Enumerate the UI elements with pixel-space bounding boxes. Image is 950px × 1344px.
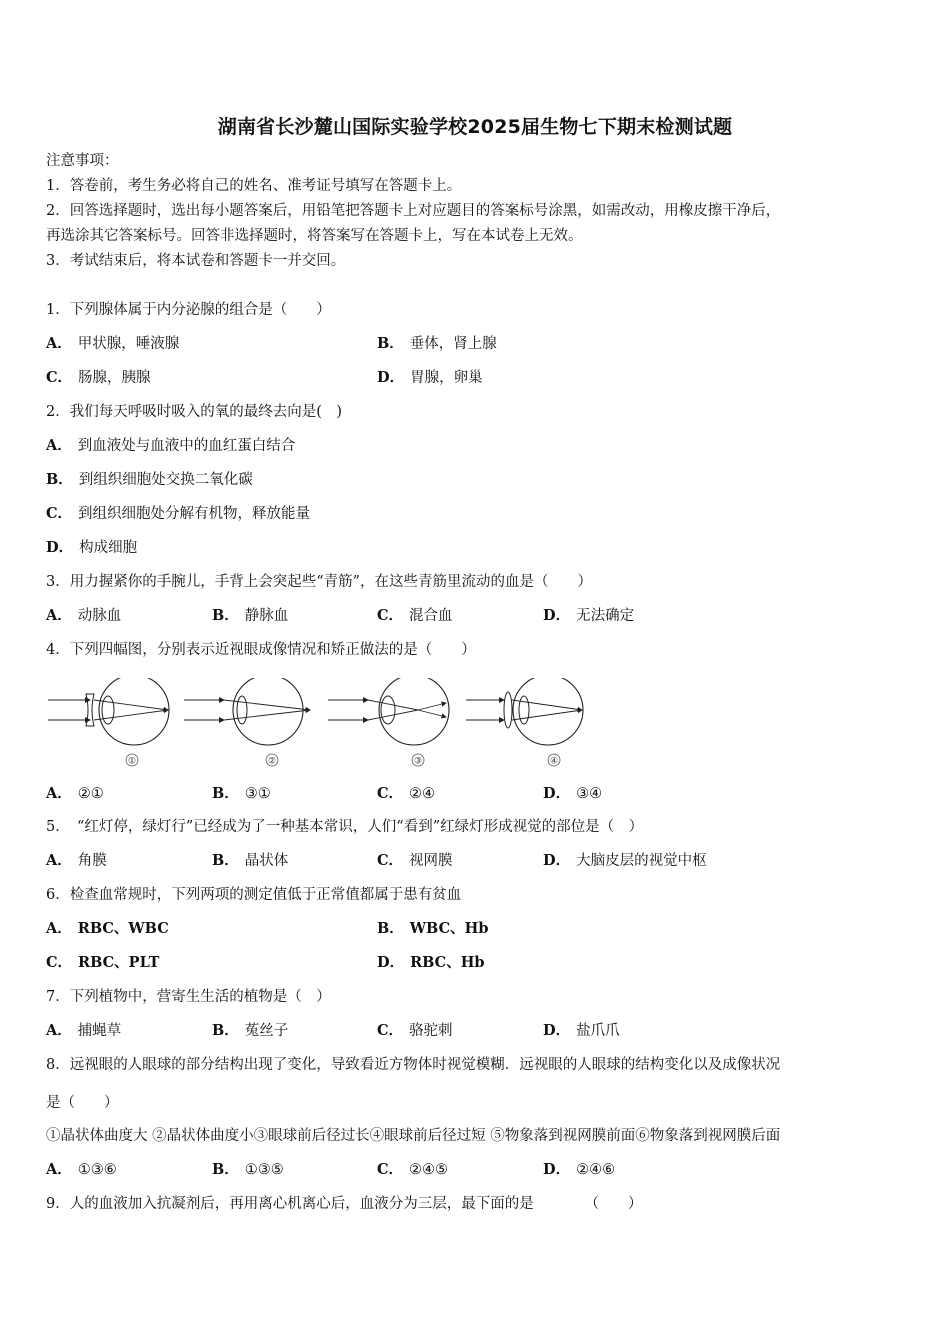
- eye-diagram-2: [184, 678, 310, 767]
- option: [212, 851, 288, 871]
- question-stem: 4．下列四幅图，分别表示近视眼成像情况和矫正做法的是（ ）: [46, 642, 476, 658]
- concave-lens-icon: [86, 694, 94, 726]
- option-label: A．: [46, 437, 72, 454]
- option-label: B．: [46, 471, 73, 488]
- option: [377, 368, 483, 388]
- option: [46, 334, 179, 354]
- option-label: C．: [377, 1022, 404, 1039]
- option: [377, 784, 435, 804]
- option: [46, 1021, 121, 1041]
- option-text: ②④⑤: [409, 1162, 449, 1178]
- option-label: A．: [46, 785, 72, 802]
- option-label: C．: [377, 1161, 404, 1178]
- option: [543, 784, 602, 804]
- option-text: 到血液处与血液中的血红蛋白结合: [77, 438, 296, 454]
- option: [377, 334, 497, 354]
- question-stem: 6．检查血常规时，下列两项的测定值低于正常值都属于患有贫血: [46, 887, 462, 903]
- option-text: 构成细胞: [79, 540, 138, 556]
- question-statement: ①晶状体曲度大 ②晶状体曲度小③眼球前后径过长④眼球前后径过短 ⑤物象落到视网膜前面⑥物象落到视网膜后面: [46, 1128, 781, 1144]
- option-text: 到组织细胞处交换二氧化碳: [78, 472, 253, 488]
- option-label: C．: [377, 785, 404, 802]
- option-text: 静脉血: [244, 608, 289, 624]
- option-text: RBC、Hb: [410, 954, 485, 971]
- notice-item: 2．回答选择题时，选出每小题答案后，用铅笔把答题卡上对应题目的答案标号涂黑，如需改动，用橡皮擦干净后，: [46, 203, 781, 219]
- notice-item: 1．答卷前，考生务必将自己的姓名、准考证号填写在答题卡上。: [46, 178, 462, 194]
- option: [543, 1160, 615, 1180]
- option: [377, 953, 485, 973]
- option-label: B．: [212, 607, 239, 624]
- eye-diagrams-figure: [46, 678, 606, 773]
- option-text: 混合血: [409, 608, 453, 624]
- option-text: 无法确定: [576, 608, 635, 624]
- question-stem: 3．用力握紧你的手腕儿，手背上会突起些“青筋”，在这些青筋里流动的血是（ ）: [46, 574, 593, 590]
- option-text: 角膜: [77, 853, 107, 869]
- option-text: 垂体，肾上腺: [409, 336, 497, 352]
- option-text: 捕蝇草: [77, 1023, 122, 1039]
- option-text: 晶状体: [244, 853, 289, 869]
- notice-item: 3．考试结束后，将本试卷和答题卡一并交回。: [46, 253, 346, 269]
- question-stem: 5． “红灯停，绿灯行”已经成为了一种基本常识，人们“看到”红绿灯形成视觉的部位是（ ）: [46, 819, 644, 835]
- option: [46, 470, 253, 490]
- option: [46, 368, 151, 388]
- option-text: 骆驼刺: [409, 1023, 453, 1039]
- option-label: B．: [377, 335, 404, 352]
- option-text: ③①: [244, 786, 271, 802]
- option-text: 胃腺，卵巢: [410, 370, 483, 386]
- option-label: D．: [543, 1022, 571, 1039]
- option-label: A．: [46, 1161, 72, 1178]
- option-text: ②④⑥: [576, 1162, 616, 1178]
- question-stem: 7．下列植物中，营寄生生活的植物是（ ）: [46, 989, 331, 1005]
- option-label: D．: [543, 785, 571, 802]
- option: [46, 919, 169, 939]
- option-label: C．: [377, 607, 404, 624]
- eye-diagram-1: [48, 678, 169, 767]
- eye-diagram-4: [466, 678, 583, 767]
- figure-label: ④: [549, 756, 559, 767]
- option: [46, 1160, 117, 1180]
- option: [377, 919, 488, 939]
- notice-heading: 注意事项：: [46, 153, 119, 169]
- option-text: RBC、PLT: [78, 954, 160, 971]
- option: [543, 606, 634, 626]
- option-label: D．: [377, 369, 405, 386]
- option-text: ②④: [409, 786, 436, 802]
- option: [377, 851, 453, 871]
- option: [46, 538, 137, 558]
- option-text: 肠腺，胰腺: [78, 370, 151, 386]
- figure-label: ①: [127, 756, 137, 767]
- option-text: ①③⑥: [77, 1162, 117, 1178]
- option-label: A．: [46, 1022, 72, 1039]
- option-label: A．: [46, 852, 72, 869]
- option-label: D．: [377, 954, 405, 971]
- option-label: B．: [212, 852, 239, 869]
- option: [46, 606, 121, 626]
- option-text: ①③⑤: [244, 1162, 284, 1178]
- option-label: D．: [543, 607, 571, 624]
- option-text: 菟丝子: [244, 1023, 289, 1039]
- option-label: A．: [46, 335, 72, 352]
- figure-label: ②: [267, 756, 277, 767]
- option: [212, 606, 288, 626]
- option-label: B．: [212, 785, 239, 802]
- notice-item: 再选涂其它答案标号。回答非选择题时，将答案写在答题卡上，写在本试卷上无效。: [46, 228, 583, 244]
- option-text: 大脑皮层的视觉中枢: [576, 853, 707, 869]
- option-text: 动脉血: [77, 608, 122, 624]
- option: [543, 851, 707, 871]
- question-stem: 8．远视眼的人眼球的部分结构出现了变化，导致看近方物体时视觉模糊．远视眼的人眼球的结构变化以及成像状况: [46, 1057, 781, 1073]
- option: [212, 1160, 284, 1180]
- option-text: 盐爪爪: [576, 1023, 620, 1039]
- option-text: 视网膜: [409, 853, 453, 869]
- option-label: B．: [377, 920, 404, 937]
- question-stem: 1．下列腺体属于内分泌腺的组合是（ ）: [46, 302, 331, 318]
- figure-label: ③: [413, 756, 423, 767]
- option: [46, 784, 104, 804]
- question-stem-continued: 是（ ）: [46, 1095, 119, 1111]
- convex-lens-icon: [504, 692, 512, 728]
- option: [377, 606, 453, 626]
- option-text: RBC、WBC: [77, 920, 169, 937]
- option-label: C．: [46, 505, 73, 522]
- option-text: 到组织细胞处分解有机物，释放能量: [78, 506, 311, 522]
- question-stem: 9．人的血液加入抗凝剂后，再用离心机离心后，血液分为三层，最下面的是 （ ）: [46, 1196, 643, 1212]
- option-label: D．: [543, 1161, 571, 1178]
- option-label: A．: [46, 920, 72, 937]
- option-text: ②①: [77, 786, 104, 802]
- option: [212, 1021, 288, 1041]
- option: [46, 436, 295, 456]
- option: [46, 851, 107, 871]
- option-text: WBC、Hb: [409, 920, 489, 937]
- option: [377, 1021, 453, 1041]
- option-label: D．: [543, 852, 571, 869]
- eye-diagram-3: [328, 678, 449, 767]
- option: [377, 1160, 448, 1180]
- option-label: C．: [46, 369, 73, 386]
- option: [212, 784, 271, 804]
- option: [46, 504, 310, 524]
- option-label: B．: [212, 1161, 239, 1178]
- option-label: A．: [46, 607, 72, 624]
- option-text: ③④: [576, 786, 603, 802]
- page-title: 湖南省长沙麓山国际实验学校2025届生物七下期末检测试题: [217, 116, 733, 138]
- option-label: C．: [46, 954, 73, 971]
- option-label: C．: [377, 852, 404, 869]
- option: [543, 1021, 620, 1041]
- option: [46, 953, 159, 973]
- question-stem: 2．我们每天呼吸时吸入的氧的最终去向是( ): [46, 404, 343, 420]
- option-label: D．: [46, 539, 74, 556]
- option-label: B．: [212, 1022, 239, 1039]
- option-text: 甲状腺，唾液腺: [77, 336, 180, 352]
